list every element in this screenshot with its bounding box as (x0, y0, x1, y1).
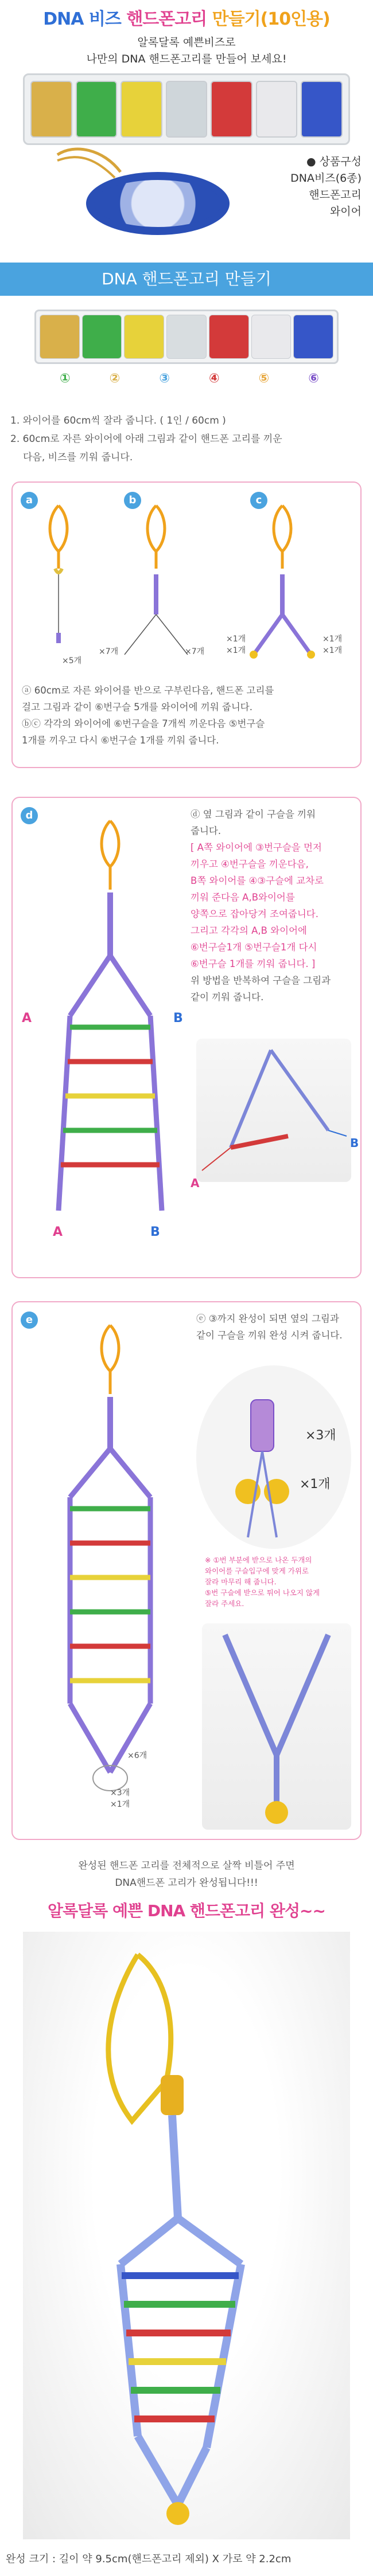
title-part-make: 만들기(10인용) (207, 9, 330, 29)
subtitle (0, 34, 373, 68)
ladder-diagram-d (18, 809, 191, 1268)
phone-strap-photo (52, 143, 132, 183)
tray-white (251, 315, 292, 359)
e-count-6: ×6개 (127, 1751, 147, 1760)
finished-end-photo (202, 1623, 351, 1830)
panel2-description (191, 806, 357, 1005)
b-left-count: ×7개 (99, 647, 119, 656)
clear-beads-compartment (166, 81, 208, 138)
wire-b-label: B (173, 1011, 183, 1025)
contents-item-strap: 핸드폰고리 (309, 189, 362, 201)
note-line-5: 잘라 주세요. (205, 1599, 244, 1608)
b-right-count: ×7개 (185, 647, 205, 656)
note-line-1: ※ ①번 부분에 받으로 나온 두개의 (205, 1556, 312, 1564)
tray-red (209, 315, 249, 359)
trim-note (205, 1555, 354, 1609)
yellow-beads-compartment (121, 81, 162, 138)
bead-tray (34, 310, 339, 364)
panel1-desc-4: 1개를 끼우고 다시 ⑥번구슬 1개를 끼워 줍니다. (22, 735, 219, 746)
note-line-2: 와이어를 구슬입구에 맞게 가위로 (205, 1567, 309, 1575)
panel1-description (22, 682, 360, 749)
section-banner: DNA 핸드폰고리 만들기 (0, 263, 373, 296)
final-line-2: DNA핸드폰 고리가 완성됩니다!!! (115, 1877, 258, 1889)
wire-a-label: A (22, 1011, 32, 1025)
panel3-line-2: 같이 구슬을 끼워 완성 시켜 줍니다. (196, 1330, 343, 1341)
panel-d (11, 797, 362, 1278)
tray-label-4: ④ (208, 371, 220, 386)
label-e: e (21, 1312, 38, 1329)
panel2-line-3: [ A쪽 와이어에 ③번구슬을 먼저 (191, 842, 322, 853)
wire-a-end-label: A (53, 1225, 63, 1239)
instruction-steps (10, 413, 360, 468)
red-beads-compartment (211, 81, 252, 138)
finished-size: 완성 크기 : 길이 약 9.5cm(핸드폰고리 제외) X 가로 약 2.2cm (6, 2553, 292, 2565)
tray-label-5: ⑤ (258, 371, 270, 386)
note-line-3: 잘라 마무리 해 줍니다. (205, 1577, 277, 1586)
gold-beads-compartment (30, 81, 72, 138)
panel-abc (11, 481, 362, 768)
zoom-detail-illustration (196, 1365, 351, 1549)
finished-strap-photo (23, 1932, 350, 2539)
finished-end-illustration (202, 1623, 351, 1830)
tray-gold (40, 315, 80, 359)
bead-case-photo (23, 73, 350, 145)
tray-label-2: ② (109, 371, 121, 386)
tray-yellow (124, 315, 164, 359)
a-bead-count: ×5개 (62, 656, 82, 665)
c-right-count-2: ×1개 (323, 646, 343, 655)
white-beads-compartment (256, 81, 298, 138)
panel2-line-5: B쪽 와이어를 ④③구슬에 교차로 (191, 875, 324, 886)
final-description (0, 1857, 373, 1892)
label-a: a (21, 492, 38, 509)
zoom-count-3: ×3개 (305, 1428, 336, 1443)
e-count-3: ×3개 (110, 1788, 130, 1798)
subtitle-line-1: 알록달록 예쁜비즈로 (137, 36, 236, 49)
panel2-line-2: 줍니다. (191, 825, 222, 836)
subtitle-line-2: 나만의 DNA 핸드폰고리를 만들어 보세요! (86, 53, 287, 65)
panel2-line-9: ⑥번구슬1개 ⑤번구슬1개 다시 (191, 942, 317, 953)
panel3-description (196, 1310, 357, 1344)
contents-item-beads: DNA비즈(6종) (290, 172, 362, 185)
bead-tray-figure (34, 310, 339, 396)
tray-clear (166, 315, 207, 359)
tray-label-1: ① (60, 371, 71, 386)
wire-b-end-label: B (150, 1225, 160, 1239)
wire-cross-photo (196, 1039, 351, 1182)
panel1-desc-3: ⓑⓒ 각각의 와이어에 ⑥번구슬을 7개씩 끼운다음 ⑤번구슬 (22, 718, 265, 729)
tray-number-labels (40, 371, 339, 386)
green-beads-compartment (76, 81, 118, 138)
blue-beads-compartment (301, 81, 343, 138)
finished-title: 알록달록 예쁜 DNA 핸드폰고리 완성~~ (48, 1901, 325, 1920)
panel2-line-10: ⑥번구슬 1개를 끼워 줍니다. ] (191, 958, 316, 969)
zoom-b-label: B (350, 1136, 359, 1150)
panel2-line-7: 양쪽으로 잡아당겨 조여줍니다. (191, 909, 318, 919)
tray-label-3: ③ (159, 371, 170, 386)
wire-cross-illustration (196, 1039, 351, 1182)
step-2-line-2: 다음, 비즈를 끼워 줍니다. (23, 452, 133, 463)
step-2-line-1: 2. 60cm로 자른 와이어에 아래 그림과 같이 핸드폰 고리를 끼운 (10, 433, 282, 445)
label-c: c (250, 492, 267, 509)
panel3-line-1: ⓔ ③까지 완성이 되면 옆의 그림과 (196, 1313, 339, 1324)
contents-heading: ● 상품구성 (306, 155, 362, 168)
ladder-diagram-e (18, 1314, 191, 1830)
contents-item-wire: 와이어 (329, 205, 362, 218)
zoom-a-label: A (191, 1176, 200, 1190)
panel2-line-4: 끼우고 ④번구슬을 끼운다음, (191, 859, 309, 870)
zoom-count-1: ×1개 (300, 1477, 331, 1491)
page-title (0, 5, 373, 30)
panel2-line-11: 위 방법을 반복하여 구슬을 그림과 (191, 975, 331, 986)
panel1-desc-2: 걸고 그림과 같이 ⑥번구슬 5개를 와이어에 끼워 줍니다. (22, 702, 252, 712)
product-contents (247, 154, 362, 220)
tray-label-6: ⑥ (308, 371, 319, 386)
finished-strap-illustration (23, 1932, 350, 2539)
tray-green (82, 315, 122, 359)
tray-blue (293, 315, 333, 359)
panel-e (11, 1301, 362, 1840)
title-part-dna: DNA 비즈 (43, 9, 121, 29)
c-left-count-2: ×1개 (226, 646, 246, 655)
step-1: 1. 와이어를 60cm씩 잘라 줍니다. ( 1인 / 60cm ) (10, 415, 226, 426)
label-d: d (21, 807, 38, 824)
final-line-1: 완성된 핸드폰 고리를 전체적으로 살짝 비틀어 주면 (78, 1860, 295, 1872)
zoom-detail-circle (196, 1365, 351, 1549)
title-part-strap: 핸드폰고리 (121, 9, 207, 29)
c-right-count-1: ×1개 (323, 635, 343, 644)
panel2-line-12: 같이 끼워 줍니다. (191, 992, 264, 1003)
label-b: b (124, 492, 141, 509)
c-left-count-1: ×1개 (226, 635, 246, 644)
panel1-desc-1: ⓐ 60cm로 자른 와이어를 반으로 구부린다음, 핸드폰 고리를 (22, 685, 274, 696)
e-count-1: ×1개 (110, 1800, 130, 1809)
panel2-line-1: ⓓ 옆 그림과 같이 구슬을 끼워 (191, 809, 316, 820)
note-line-4: ⑤번 구슬에 받으로 튀어 나오지 않게 (205, 1588, 320, 1597)
panel2-line-6: 끼워 준다음 A,B와이어를 (191, 892, 295, 903)
panel2-line-8: 그리고 각각의 A,B 와이어에 (191, 925, 307, 936)
